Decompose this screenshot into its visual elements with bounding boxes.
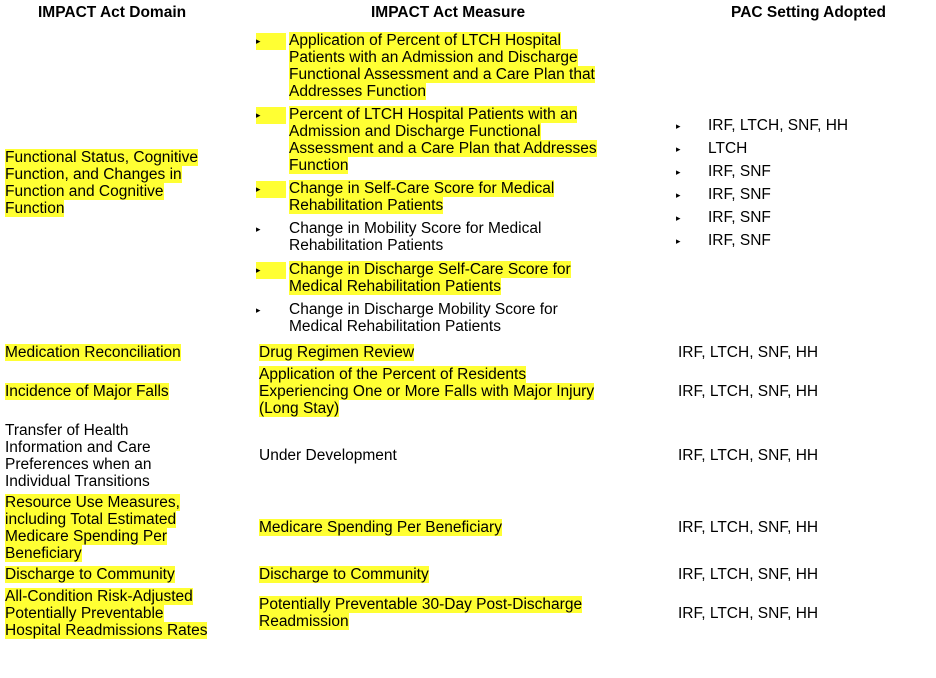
domain-medication-reconciliation: Medication Reconciliation: [5, 344, 181, 361]
measure-ltch-percent: Percent of LTCH Hospital Patients with an Admission and Discharge Functional Assessment and a Care Plan that Addresses Function: [289, 106, 597, 174]
bullet-icon: ▸: [676, 190, 681, 200]
measure-mobility: Change in Mobility Score for Medical Rehabilitation Patients: [289, 220, 542, 254]
bullet-icon: ▸: [256, 181, 286, 198]
setting-item: IRF, SNF: [708, 163, 771, 180]
domain-transfer-info: Transfer of Health Information and Care Preferences when an Individual Transitions: [5, 422, 152, 490]
setting-item: LTCH: [708, 140, 748, 157]
measure-readmission: Potentially Preventable 30-Day Post-Discharge Readmission: [259, 596, 583, 630]
measure-discharge-self-care: Change in Discharge Self-Care Score for Medical Rehabilitation Patients: [289, 261, 571, 295]
header-domain: IMPACT Act Domain: [38, 4, 187, 21]
measure-drug-regimen-review: Drug Regimen Review: [259, 344, 415, 361]
bullet-icon: ▸: [676, 121, 681, 131]
domain-resource-use: Resource Use Measures, including Total Estimated Medicare Spending Per Beneficiary: [5, 494, 180, 562]
setting-item: IRF, SNF: [708, 209, 771, 226]
setting-resource: IRF, LTCH, SNF, HH: [678, 519, 819, 536]
bullet-icon: ▸: [256, 33, 286, 50]
measure-discharge-community: Discharge to Community: [259, 566, 429, 583]
domain-readmissions: All-Condition Risk-Adjusted Potentially Preventable Hospital Readmissions Rates: [5, 588, 208, 639]
bullet-icon: ▸: [256, 224, 261, 234]
bullet-icon: ▸: [676, 236, 681, 246]
domain-functional-status: Functional Status, Cognitive Function, and Changes in Function and Cognitive Function: [5, 149, 198, 217]
setting-transfer: IRF, LTCH, SNF, HH: [678, 447, 819, 464]
setting-discharge: IRF, LTCH, SNF, HH: [678, 566, 819, 583]
setting-readmissions: IRF, LTCH, SNF, HH: [678, 605, 819, 622]
domain-discharge-community: Discharge to Community: [5, 566, 175, 583]
bullet-icon: ▸: [256, 107, 286, 124]
bullet-icon: ▸: [256, 305, 261, 315]
setting-item: IRF, LTCH, SNF, HH: [708, 117, 849, 134]
bullet-icon: ▸: [256, 262, 286, 279]
measure-falls: Application of the Percent of Residents Experiencing One or More Falls with Major Injury (Long Stay): [259, 366, 595, 417]
measure-under-development: Under Development: [259, 447, 397, 464]
setting-item: IRF, SNF: [708, 232, 771, 249]
header-setting: PAC Setting Adopted: [731, 4, 886, 21]
setting-medication: IRF, LTCH, SNF, HH: [678, 344, 819, 361]
measure-ltch-application: Application of Percent of LTCH Hospital Patients with an Admission and Discharge Functional Assessment and a Care Plan that Addresses Function: [289, 32, 595, 100]
bullet-icon: ▸: [676, 167, 681, 177]
setting-falls: IRF, LTCH, SNF, HH: [678, 383, 819, 400]
bullet-icon: ▸: [676, 144, 681, 154]
measure-medicare-spending: Medicare Spending Per Beneficiary: [259, 519, 502, 536]
domain-major-falls: Incidence of Major Falls: [5, 383, 169, 400]
setting-item: IRF, SNF: [708, 186, 771, 203]
measure-self-care: Change in Self-Care Score for Medical Rehabilitation Patients: [289, 180, 555, 214]
measure-discharge-mobility: Change in Discharge Mobility Score for Medical Rehabilitation Patients: [289, 301, 558, 335]
bullet-icon: ▸: [676, 213, 681, 223]
header-measure: IMPACT Act Measure: [371, 4, 526, 21]
